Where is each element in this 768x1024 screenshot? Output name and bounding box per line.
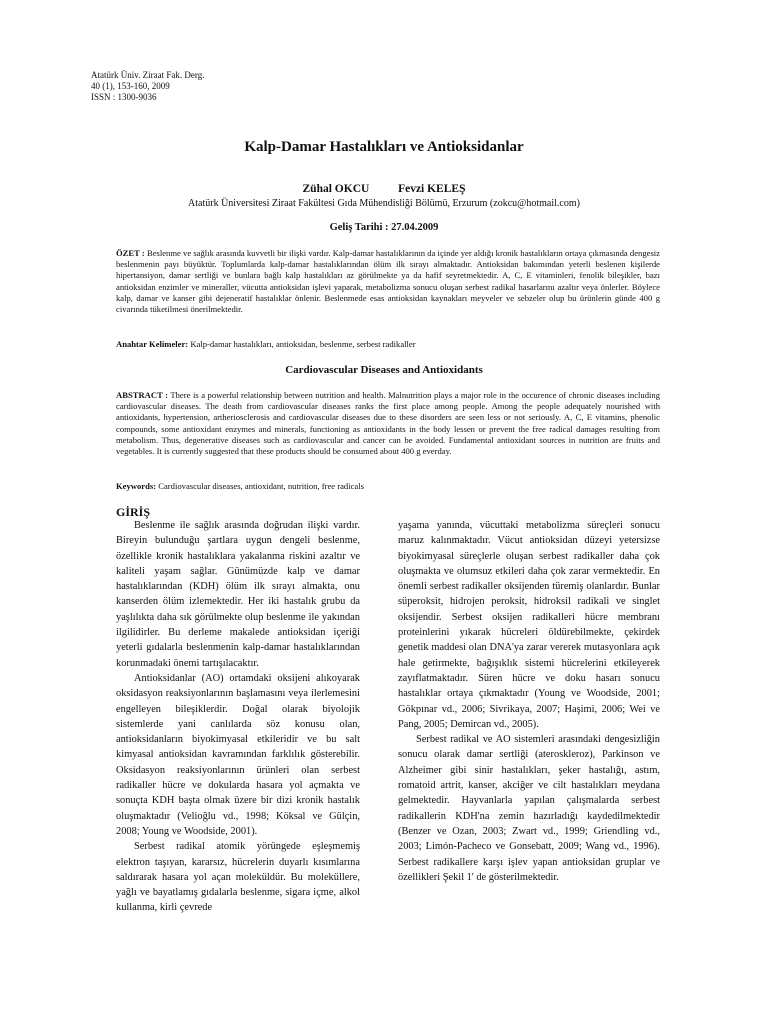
body-column-right bbox=[398, 518, 660, 885]
paragraph: Serbest radikal ve AO sistemleri arasındaki dengesizliğin sonucu olarak damar sertliği (ateroskleroz), Parkinson ve Alzheimer gibi sinir hastalıkları, şeker hastalığı, astım, romatoid artrit, kanser, akciğer ve cilt hastalıkları meydana gelmektedir. Hayvanlarla yapılan çalışmalarda serbest radikallerin KDH'na zemin hazırladığı kaydedilmektedir (Benzer ve Ozan, 2003; Zwart vd., 1999; Griendling vd., 2003; Limón-Pacheco ve Gonsebatt, 2009; Wang vd., 1996). Serbest radikallere karşı işlev yapan antioksidan gruplar ve özellikleri Şekil 1' de gösterilmektedir. bbox=[398, 734, 660, 883]
paragraph: Serbest radikal atomik yörüngede eşleşmemiş elektron taşıyan, kararsız, hücrelerin duyarlı kısımlarına saldırarak hasara yol açan moleküldür. Bu moleküllere, yağlı ve bayatlamış gıdalarla beslenme, sigara içme, alkol kullanma, kirli çevrede bbox=[116, 841, 360, 914]
journal-issn: ISSN : 1300-9036 bbox=[91, 92, 157, 102]
paragraph: Beslenme ile sağlık arasında doğrudan ilişki vardır. Bireyin bulunduğu şartlara uygun dengeli beslenme, özellikle kronik hastalıklara yakalanma riskini azaltır ve kaliteli yaşam sağlar. Günümüzde kalp ve damar hastalıklarından (KDH) ölüm ilk sırayı almakta, onu kanserden ölüm izlemektedir. Her iki hastalık grubu da yaşlılıkta daha sık görülmekte olup beslenme ile yakından ilgilidirler. Bu derleme makalede antioksidan içeriği yeterli gıdalarla beslenmenin kalp-damar hastalıklarından korunmadaki önemi tartışılacaktır. bbox=[116, 520, 360, 669]
section-heading: GİRİŞ bbox=[116, 505, 151, 519]
author-line bbox=[0, 183, 768, 195]
ozet-label: ÖZET : bbox=[116, 248, 145, 258]
abstract-text: There is a powerful relationship between nutrition and health. Malnutrition plays a major role in the occurence of chronic diseases including cardiovascular diseases. The death from cardiovascular diseases ranks the first place among people. Among the people adequately nourished with antioxidants, hypertension, artheriosclerosis and cardiovascular diseases due to these disorders are seen less or not seriously. A, C, E vitamins, phenolic compounds, some antioxidant enzymes and minerals, functioning as antioxidants in the body lessen or prevent the free radical damages resulting from metabolism. Thus, degenerative diseases such as cardiovascular and cancer can be avoided. Fundamental antioxidant sources in nutrition are fruits and vegetables. It is currently suggested that these products should be consumed about 400 g everday. bbox=[116, 390, 660, 457]
keywords-en-text: Cardiovascular diseases, antioxidant, nutrition, free radicals bbox=[158, 481, 364, 491]
abstract-title: Cardiovascular Diseases and Antioxidants bbox=[285, 364, 483, 376]
body-column-left bbox=[116, 518, 360, 916]
paragraph: Antioksidanlar (AO) ortamdaki oksijeni alıkoyarak oksidasyon reaksiyonlarının başlamasını veya ilerlemesini engelleyen bileşiklerdir. Doğal olarak biyolojik sistemlerde yani canlılarda söz konusu olan, antioksidanların biyokimyasal etkileridir ve bu salt kimyasal antioksidan kavramından farklılık gösterebilir. Oksidasyon reaksiyonlarının ürünleri olan serbest radikaller hücre ve dokularda hasara yol açmakta ve sonuçta KDH başta olmak üzere bir dizi kronik hastalık oluşmaktadır (Velioğlu vd., 1998; Köksal ve Gülçin, 2008; Young ve Woodside, 2001). bbox=[116, 672, 360, 837]
ozet-abstract bbox=[116, 248, 660, 315]
journal-name: Atatürk Üniv. Ziraat Fak. Derg. bbox=[91, 70, 205, 80]
affiliation: Atatürk Üniversitesi Ziraat Fakültesi Gıda Mühendisliği Bölümü, Erzurum (zokcu@hotmail.com) bbox=[188, 198, 580, 209]
paragraph: yaşama yanında, vücuttaki metabolizma süreçleri sonucu maruz kalınmaktadır. Vücut antioksidan düzeyi yetersizse biyokimyasal süreçlerle oluşan serbest radikaller daha çok oluşmakta ve olumsuz etkileri daha çok zarar vermektedir. En önemli serbest radikaller oksijenden türemiş olanlardır. Bunlar süperoksit, hidrojen peroksit, hidroksil radikali ve singlet oksijendir. Serbest oksijen radikalleri hücre membranı proteinlerini yıkarak hücreleri öldürebilmekte, çekirdek genetik maddesi olan DNA'ya zarar vererek mutasyonlara açık hale getirmekte, bağışıklık sistemi hücrelerini etkileyerek zayıflatmaktadır. Süren hücre ve doku hasarı sonucu hastalıklar ortaya çıkmaktadır (Young ve Woodside, 2001; Gökpınar vd., 2006; Sivrikaya, 2007; Haşimi, 2006; Wei ve Pang, 2005; Demircan vd., 2005). bbox=[398, 520, 660, 730]
paper-title: Kalp-Damar Hastalıkları ve Antioksidanlar bbox=[244, 139, 524, 155]
keywords-tr-text: Kalp-damar hastalıkları, antioksidan, beslenme, serbest radikaller bbox=[190, 339, 416, 349]
received-date: Geliş Tarihi : 27.04.2009 bbox=[329, 222, 439, 233]
abstract-label: ABSTRACT : bbox=[116, 390, 169, 400]
ozet-text: Beslenme ve sağlık arasında kuvvetli bir ilişki vardır. Kalp-damar hastalıklarının da içinde yer aldığı kronik hastalıkların ortaya çıkmasında dengesiz beslenmenin payı büyüktür. Toplumlarda kalp-damar hastalıklarından ölüm ilk sırayı almaktadır. Antioksidan bakımından yeterli beslenen kişilerde hipertansiyon, damar sertliği ve bunlara bağlı kalp hastalıkları az görülmekte ya da hafif seyretmektedir. A, C, E vitaminleri, fenolik bileşikler, bazı antioksidan enzimler ve mineraller, vücutta antioksidan işlevi yaparak, metabolizma sonucu oluşan serbest radikal hasarlarını azaltır veya önlerler. Böylece kalp, damar ve kanser gibi dejeneratif hastalıklar önlenir. Beslenmede esas antioksidan kaynakları meyveler ve sebzeler olup bu ürünlerin günde 400 g civarında tüketilmesi önerilmektedir. bbox=[116, 248, 660, 315]
journal-header bbox=[91, 70, 204, 103]
author-1: Zühal OKCU bbox=[302, 183, 370, 195]
english-abstract bbox=[116, 390, 660, 457]
keywords-tr-label: Anahtar Kelimeler: bbox=[116, 339, 189, 349]
author-2: Fevzi KELEŞ bbox=[398, 183, 466, 195]
keywords-tr bbox=[116, 339, 660, 350]
keywords-en-label: Keywords: bbox=[116, 481, 157, 491]
journal-volume: 40 (1), 153-160, 2009 bbox=[91, 81, 170, 91]
keywords-en bbox=[116, 481, 660, 492]
